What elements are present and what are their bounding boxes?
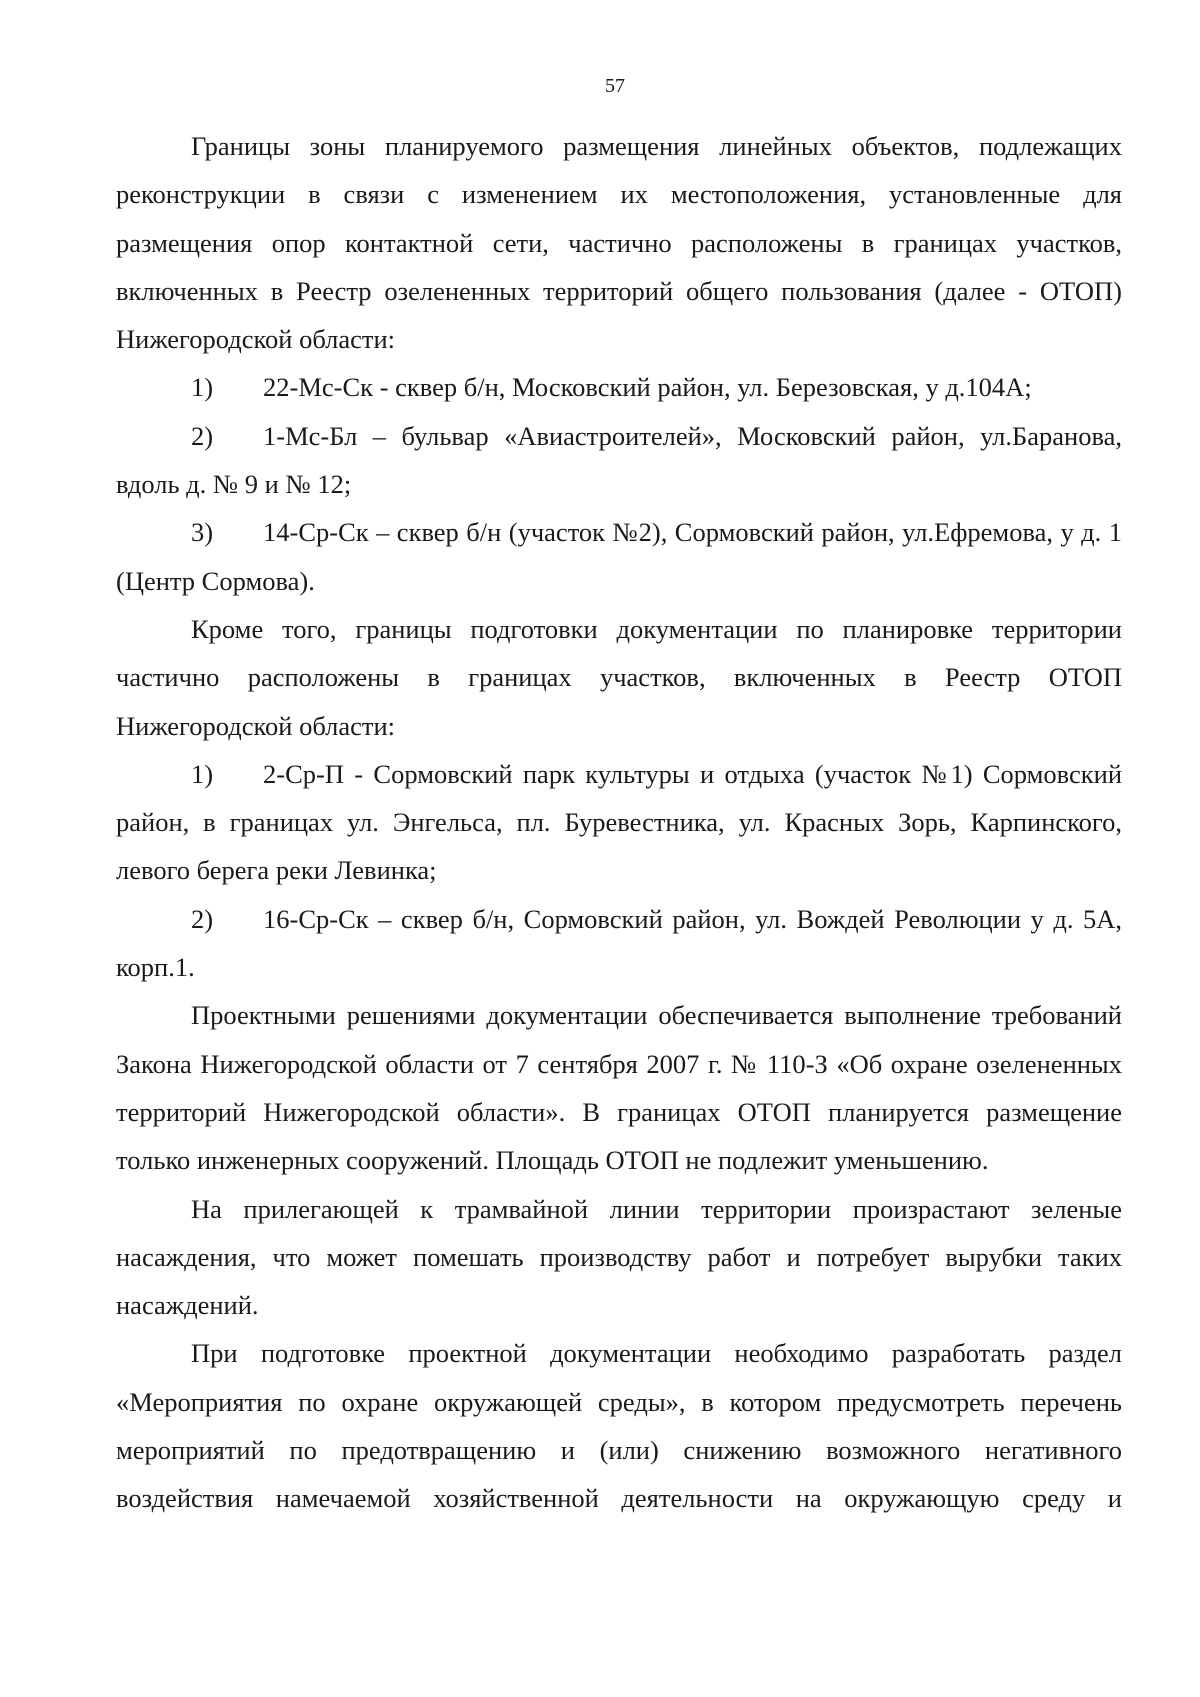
- list-item-text: 16-Ср-Ск – сквер б/н, Сормовский район, ул. Вождей Революции у д. 5А, корп.1.: [116, 903, 1122, 983]
- list-item-text: 14-Ср-Ск – сквер б/н (участок №2), Сормовский район, ул.Ефремова, у д. 1 (Центр Сормова).: [116, 517, 1122, 596]
- list-item-text: 2-Ср-П - Сормовский парк культуры и отдыха (участок №1) Сормовский район, в границах ул. Энгельса, пл. Буревестника, ул. Красных Зорь, Карпинского, левого берега реки Левинка;: [116, 758, 1122, 886]
- paragraph-green-plantings: На прилегающей к трамвайной линии территории произрастают зеленые насаждения, что может помешать производству работ и потребует вырубки таких насаждений.: [116, 1193, 1122, 1321]
- page-body: [116, 122, 1122, 1523]
- list-item: [116, 750, 1122, 895]
- list-item: [116, 412, 1122, 509]
- list-item-number: 2): [191, 420, 214, 451]
- paragraph-documentation-boundaries: Кроме того, границы подготовки документации по планировке территории частично расположены в границах участков, включенных в Реестр ОТОП Нижегородской области:: [116, 613, 1122, 741]
- paragraph-project-decisions: Проектными решениями документации обеспечивается выполнение требований Закона Нижегородской области от 7 сентября 2007 г. № 110-З «Об охране озелененных территорий Нижегородской области». В границах ОТОП планируется размещение только инженерных сооружений. Площадь ОТОП не подлежит уменьшению.: [116, 1000, 1122, 1176]
- list-item-text: 22-Мс-Ск - сквер б/н, Московский район, ул. Березовская, у д.104А;: [263, 372, 1032, 403]
- list-item: [116, 895, 1122, 992]
- paragraph-otop-boundaries: Границы зоны планируемого размещения линейных объектов, подлежащих реконструкции в связи с изменением их местоположения, установленные для размещения опор контактной сети, частично расположены в границах участков, включенных в Реестр озелененных территорий общего пользования (далее - ОТОП) Нижегородской области:: [116, 131, 1122, 355]
- list-item: [116, 508, 1122, 605]
- list-item-number: 1): [191, 372, 214, 403]
- paragraph-environmental-measures: При подготовке проектной документации необходимо разработать раздел «Мероприятия по охране окружающей среды», в котором предусмотреть перечень мероприятий по предотвращению и (или) снижению возможного негативного воздействия намечаемой хозяйственной деятельности на окружающую среду и: [116, 1338, 1122, 1514]
- list-item-number: 3): [191, 517, 214, 548]
- list-item: [116, 363, 1122, 411]
- list-item-text: 1-Мс-Бл – бульвар «Авиастроителей», Московский район, ул.Баранова, вдоль д. № 9 и № 12;: [116, 420, 1122, 500]
- list-item-number: 1): [191, 758, 214, 789]
- list-item-number: 2): [191, 903, 214, 934]
- page-number: 57: [605, 75, 625, 97]
